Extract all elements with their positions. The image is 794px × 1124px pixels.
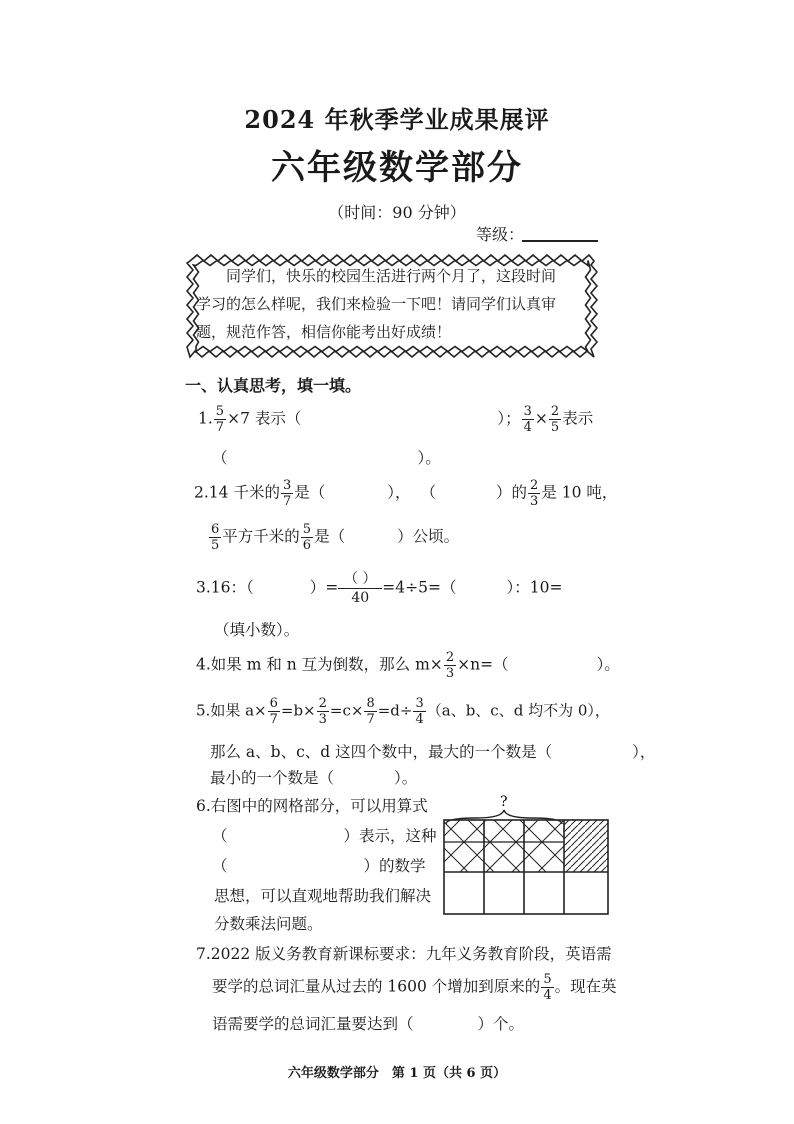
question-7: 7.2022 版义务教育新课标要求：九年义务教育阶段，英语需: [196, 945, 612, 963]
fraction: $\frac{3}{7}$: [282, 478, 292, 509]
fraction: $\frac{2}{3}$: [318, 696, 327, 727]
question-6-line4: 思想，可以直观地帮助我们解决: [214, 887, 432, 905]
fraction: $\frac{2}{3}$: [445, 650, 455, 681]
exam-title: 2024 年秋季学业成果展评: [244, 105, 550, 134]
fraction: $\frac{8}{7}$: [366, 696, 375, 727]
exam-time: （时间：90 分钟）: [328, 203, 466, 222]
question-4: 4.如果 m 和 n 互为倒数，那么 m× $\frac{2}{3}$ ×n=（ ）。: [196, 650, 620, 681]
fraction: $\frac{5}{4}$: [543, 972, 552, 1003]
fraction: $\frac{2}{5}$: [550, 404, 560, 435]
question-2: 2.14 千米的 $\frac{3}{7}$ 是（ ）， （ ）的 $\frac{2}{3}$ 是 10 吨，: [194, 478, 618, 509]
question-6: 6.右图中的网格部分，可以用算式: [196, 797, 428, 815]
fraction: $\frac{2}{3}$: [530, 478, 539, 509]
question-7-line3: 语需要学的总词汇量要达到（ ）个。: [212, 1015, 525, 1033]
question-6-line2: （ ）表示，这种: [212, 827, 437, 845]
fraction: $\frac{6}{5}$: [211, 522, 220, 553]
question-6-line5: 分数乘法问题。: [214, 915, 323, 933]
question-5-line3: 最小的一个数是（ ）。: [210, 769, 418, 787]
grade-blank[interactable]: [522, 240, 598, 242]
question-number: 3.: [196, 578, 211, 597]
question-5: 5.如果 a× $\frac{6}{7}$ =b× $\frac{2}{3}$ =c× $\frac{8}{7}$ =d÷ $\frac{3}{4}$ （a、b、c、d 均不为 0），: [196, 696, 610, 727]
fraction-blank[interactable]: $\frac{( )}{40}$: [338, 570, 382, 607]
hatched-region: [564, 820, 608, 872]
grid-figure: [438, 790, 614, 922]
section-heading: 一、认真思考，填一填。: [185, 376, 362, 395]
question-number: 7.: [196, 945, 211, 963]
fraction: $\frac{6}{7}$: [269, 696, 278, 727]
question-number: 5.: [196, 701, 211, 720]
fraction: $\frac{3}{4}$: [523, 404, 532, 435]
question-6-line3: （ ）的数学: [212, 857, 426, 875]
question-mark: ?: [500, 794, 508, 810]
notice-box: [196, 262, 588, 346]
question-number: 6.: [196, 797, 211, 815]
crosshatched-region: [444, 820, 564, 872]
question-7-line2: 要学的总词汇量从过去的 1600 个增加到原来的 $\frac{5}{4}$ 。现在英: [212, 972, 617, 1003]
notice-line: 题，规范作答，相信你能考出好成绩！: [196, 323, 452, 341]
question-3: 3.16：（ ）= $\frac{( )}{40}$ =4÷5=（ ）：10=: [196, 571, 563, 606]
fraction: $\frac{5}{6}$: [302, 522, 312, 553]
notice-line: 同学们，快乐的校园生活进行两个月了，这段时间: [226, 267, 557, 285]
exam-subtitle: 六年级数学部分: [271, 148, 523, 188]
fraction: $\frac{3}{4}$: [415, 696, 424, 727]
question-2-line2: $\frac{6}{5}$ 平方千米的 $\frac{5}{6}$ 是（ ）公顷。: [211, 522, 460, 553]
grade-label: 等级：: [476, 225, 525, 244]
question-number: 1.: [198, 409, 213, 428]
question-number: 4.: [196, 655, 211, 674]
page-footer: 六年级数学部分 第 1 页（共 6 页）: [287, 1066, 507, 1081]
question-5-line2: 那么 a、b、c、d 这四个数中，最大的一个数是（ ），: [210, 743, 656, 761]
question-3-line2: （填小数）。: [214, 621, 300, 639]
fraction: $\frac{5}{7}$: [215, 404, 225, 435]
question-1-line2: （ ）。: [212, 449, 441, 467]
notice-line: 学习的怎么样呢，我们来检验一下吧！请同学们认真审: [196, 295, 557, 313]
question-number: 2.: [194, 483, 209, 502]
question-1: 1. $\frac{5}{7}$ ×7 表示（ ）； $\frac{3}{4}$ × $\frac{2}{5}$ 表示: [198, 404, 594, 435]
